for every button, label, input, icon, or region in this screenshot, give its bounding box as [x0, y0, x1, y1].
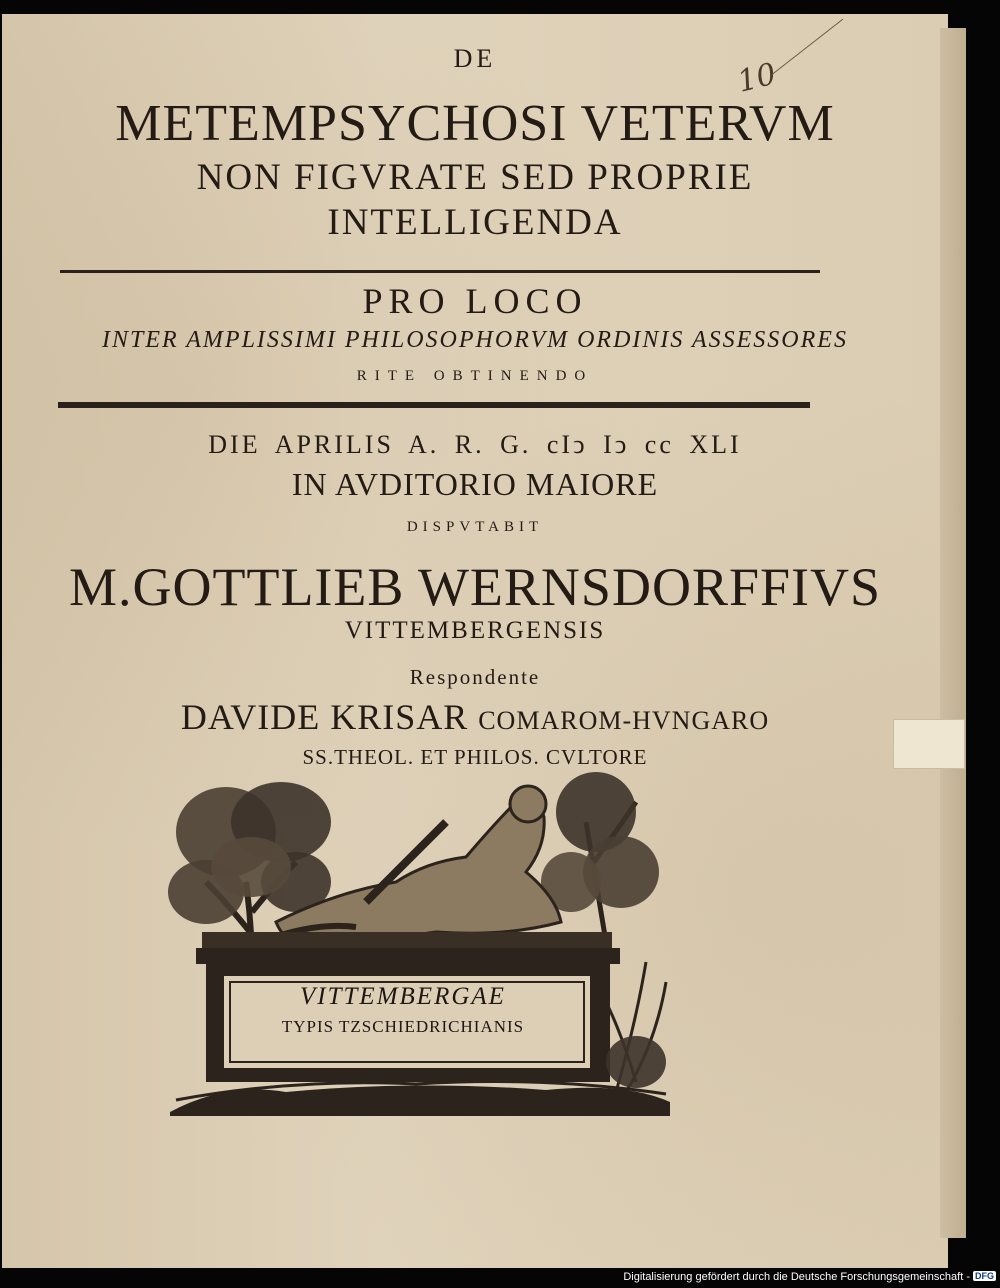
- disputation-venue: IN AVDITORIO MAIORE: [291, 466, 659, 502]
- handwritten-annotation: 10: [734, 56, 780, 100]
- praeses-origin: VITTEMBERGENSIS: [344, 617, 606, 644]
- respondent-label: Respondente: [409, 665, 541, 689]
- divider-rule-thick: [58, 402, 810, 408]
- disputation-date: DIE APRILIS A. R. G. cIↄ Iↄ cc XLI: [208, 430, 742, 459]
- respondent-name: DAVIDE KRISAR: [180, 697, 469, 737]
- page-edge: [940, 28, 966, 1238]
- footer-text: Digitalisierung gefördert durch die Deutsche Forschungsgemeinschaft -: [623, 1271, 970, 1283]
- imprint-city: VITTEMBERGAE: [300, 983, 506, 1010]
- paper-tab: [893, 719, 965, 769]
- digitization-footer: [600, 1271, 996, 1287]
- title-subtitle-2: INTELLIGENDA: [327, 202, 623, 243]
- purpose-heading: PRO LOCO: [362, 281, 588, 321]
- purpose-line: INTER AMPLISSIMI PHILOSOPHORVM ORDINIS ASSESSORES: [102, 327, 848, 353]
- woodcut-vignette: [166, 762, 672, 1116]
- respondent-line: [2, 696, 948, 738]
- respondent-origin: COMAROM-HVNGARO: [478, 706, 770, 735]
- title-main: METEMPSYCHOSI VETERVM: [115, 95, 835, 152]
- respondent-study: SS.THEOL. ET PHILOS. CVLTORE: [302, 745, 648, 769]
- praeses-name: M.GOTTLIEB WERNSDORFFIVS: [68, 557, 882, 617]
- imprint-printer: TYPIS TZSCHIEDRICHIANIS: [281, 1017, 525, 1036]
- disputation-verb: DISPVTABIT: [406, 519, 544, 535]
- title-line-de: DE: [453, 44, 497, 73]
- dfg-logo-icon: DFG: [975, 1271, 994, 1281]
- purpose-obtinendo: RITE OBTINENDO: [356, 368, 594, 384]
- title-subtitle-1: NON FIGVRATE SED PROPRIE: [196, 157, 754, 198]
- divider-rule: [60, 270, 820, 273]
